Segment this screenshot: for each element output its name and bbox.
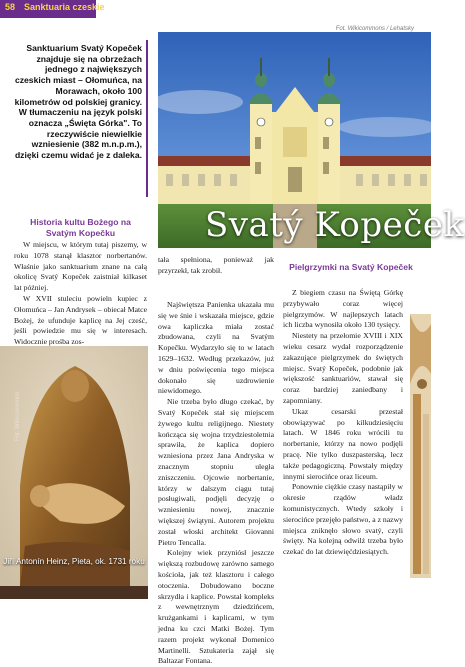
page-number: 58 [5, 2, 16, 12]
col3-paragraph: Ponownie ciężkie czasy nastąpiły w okresie rządów władz komunistycznych. Wtedy szkoły i sierocińce przejęło państwo, a z nazwy miejsca zniknęło słowo svatý, czyli święty. Na kolejną odwilż trzeba było czekać do lat dziewięćdziesiątych. [283, 482, 403, 557]
interior-illustration [410, 314, 431, 578]
photo-credit: Fot. Wikicommons / Lehatsky [335, 26, 414, 32]
col2-continuation: tała spełniona, ponieważ jak przyrzekł, tak zrobił. [158, 255, 274, 275]
intro-lead: Sanktuarium Svatý Kopeček znajduje się na obrzeżach jednego z największych czeskich miast – Ołomuńca, na Morawach, około 100 kilometrów od polskiej granicy. W tłumaczeniu na język polski oznacza „Święta Górka". To rzeczywiście niewielkie wzniesienie (382 m.n.p.m.), dzięki czemu widać je z daleka. [14, 43, 142, 161]
col1-paragraph: W XVII stuleciu powieln kupiec z Ołomuńca – Jan Andrysek – obiecał Matce Bożej, że ufunduje kaplicę na Jej cześć, jeśli powiedzie mu się w interesach. Widocznie prośba zos- [14, 293, 147, 347]
intro-accent-bar [146, 40, 148, 197]
main-title: Svatý Kopeček [205, 205, 465, 245]
section-name: Sanktuaria czeskie [24, 2, 105, 12]
col3-paragraph: Z biegiem czasu na Świętą Górkę przybywało coraz więcej pielgrzymów. W najlepszych latach ich liczba wynosiła około 130 tysięcy. [283, 288, 403, 330]
col2-paragraph: Nie trzeba było długo czekać, by Svatý Kopeček stał się miejscem żywego kultu religijnego. Niestety kończąca się wojna trzydziestoletnia sprawiła, że kaplica dopiero wzniesiona przez Jana Andryska w znacznym stopniu uległa zniszczeniu. Ojcowie norbertanie, którzy w dalszym ciągu tutaj posługiwali, podjęli decyzję o wzniesieniu nowej, znacznie większej świątyni. Autorem projektu został włoski architekt Giovanni Pietro Tencalla. [158, 397, 274, 547]
col3-paragraph: Ukaz cesarski przestał obowiązywać po kilkudziesięciu latach. W 1846 roku wrócili tu norbertanie, którzy na nowo podjęli pracę. Nie tylko duszpasterską, lecz także pedagogiczną. Powstały między innymi sierocińce oraz liceum. [283, 406, 403, 481]
interior-photo [410, 314, 431, 578]
col1-paragraph: W miejscu, w którym tutaj piszemy, w roku 1078 stanął klasztor norbertanów. Właśnie jako sanktuarium znane na całą okolicę Svatý Kopeček zaistniał kilkaset lat później. [14, 240, 147, 293]
col1-text [14, 240, 147, 347]
col2-paragraph: Najświętsza Panienka ukazała mu się we śnie i wskazała miejsce, gdzie owa kapliczka miała zostać zbudowana, czyli na Svatým Kopečku. Wydarzyło się to w latach 1629–1632. Według przekazów, już w dniu poświęcenia tego miejsca dokonało się uzdrowienie niewidomego. [158, 300, 274, 396]
col3-paragraph: Niestety na przełomie XVIII i XIX wieku cesarz wydał rozporządzenie zakazujące pielgrzymek do świętych miejsc. Svatý Kopeček, podobnie jak większość sanktuariów, stawał się coraz bardziej zaniedbany i zapomniany. [283, 331, 403, 405]
pieta-caption: Jiří Antonín Heinz, Pieta, ok. 1731 roku [3, 557, 145, 566]
col2-paragraph: Kolejny wiek przyniósł jeszcze większą rozbudowę zarówno samego kościoła, jak też klasztoru i całego otoczenia. Dobudowano boczne skrzydła i kaplice. Powstał kompleks z wewnętrznym dziedzińcem, krużgankami i kaplicami, w tym jedna ku czci Matki Bożej. Tym razem projekt wykonał Domenico Martinelli. Sztukateria zajął się Baltazar Fontana. [158, 548, 274, 666]
pieta-credit: Fot. Wikicommons [15, 391, 21, 441]
col3-text [283, 288, 403, 588]
col2-text [158, 300, 274, 666]
col1-heading: Historia kultu Bożego na Svatým Kopečku [30, 217, 131, 238]
col3-heading: Pielgrzymki na Svatý Kopeček [289, 262, 413, 272]
